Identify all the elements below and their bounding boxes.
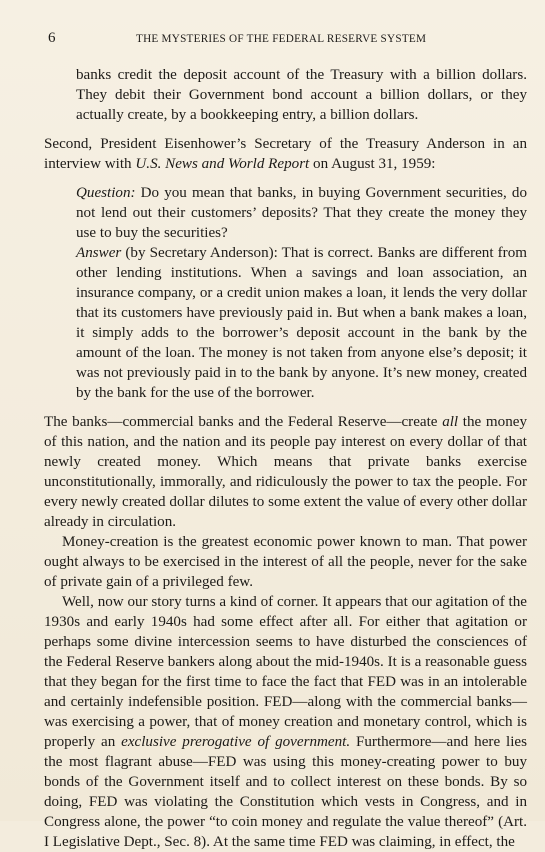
page-number: 6 [48,30,56,46]
emphasis-all: all [442,414,459,430]
question-label: Question: [76,185,136,201]
quote-paragraph-1-text: banks credit the deposit account of the Treasury with a billion dollars. They debit their Government bond account a billion dollars, or they actually create, by a bookkeeping entry, a billion dollars. [76,67,527,123]
emphasis-prerogative: exclusive prerogative of government. [121,734,351,750]
quote-paragraph-1 [76,65,527,125]
publication-title: U.S. News and World Report [135,156,310,172]
paragraph-5 [44,592,527,852]
question-text: Do you mean that banks, in buying Government securities, do not lend out their customers’ deposits? That they create the money they use to buy the securities? [76,185,527,241]
paragraph-3 [44,412,527,532]
paragraph-5-part-b: Furthermore—and here lies the most flagrant abuse—FED was using this money-creating power to buy bonds of the Government itself and to collect interest on these bonds. By so doing, FED was violating the Constitution which vests in Congress, and in Congress alone, the power “to coin money and regulate the value thereof” (Art. I Legislative Dept., Sec. 8). At the same time FED was claiming, in effect, the [44,734,527,850]
paragraph-2-part-a: Second, President Eisenhower’s Secretary of the Treasury Anderson in an interview with [44,136,527,172]
paragraph-4-text: Money-creation is the greatest economic power known to man. That power ought always to be exercised in the interest of all the people, never for the sake of private gain of a privileged few. [44,534,527,590]
interview-answer [76,243,527,403]
paragraph-2 [44,134,527,174]
interview-question [76,183,527,243]
paragraph-5-part-a: Well, now our story turns a kind of corner. It appears that our agitation of the 1930s and early 1940s had some effect after all. For either that agitation or perhaps some divine intercession seems to have disturbed the consciences of the Federal Reserve bankers along about the mid-1940s. It is a reasonable guess that they began for the first time to face the fact that FED was in an intolerable and certainly indefensible position. FED—along with the commercial banks—was exercising a power, that of money creation and monetary control, which is properly an [44,594,527,750]
answer-label: Answer [76,245,122,261]
page-header [44,30,527,52]
running-head: THE MYSTERIES OF THE FEDERAL RESERVE SYSTEM [136,33,427,45]
paragraph-3-part-b: the money of this nation, and the nation and its people pay interest on every dollar of that newly created money. Which means that private banks exercise unconstitutionally, immorally, and ridiculously the power to tax the people. For every newly created dollar dilutes to some extent the value of every other dollar already in circulation. [44,414,527,530]
paragraph-4 [44,532,527,592]
paragraph-2-part-b: on August 31, 1959: [309,156,436,172]
paragraph-3-part-a: The banks—commercial banks and the Federal Reserve—create [44,414,443,430]
answer-text: (by Secretary Anderson): That is correct. Banks are different from other lending institutions. When a savings and loan association, an insurance company, or a credit union makes a loan, it lends the very dollar that its customers have previously paid in. But when a bank makes a loan, it simply adds to the borrower’s deposit account in the bank by the amount of the loan. The money is not taken from anyone else’s deposit; it was not previously paid in to the bank by anyone. It’s new money, created by the bank for the use of the borrower. [76,245,527,401]
